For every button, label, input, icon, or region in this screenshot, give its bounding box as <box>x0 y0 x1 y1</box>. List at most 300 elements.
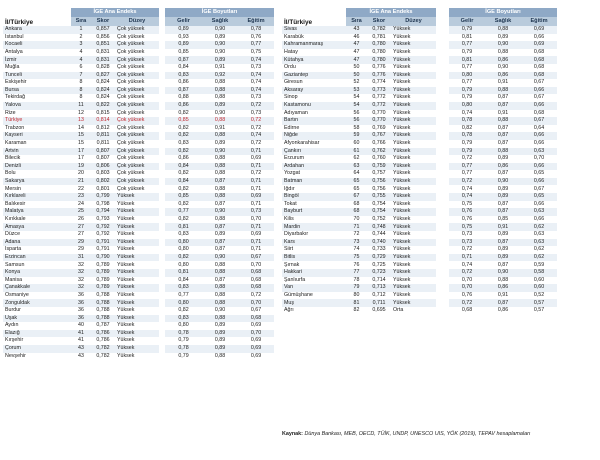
health-cell: 0,91 <box>202 125 238 133</box>
health-cell: 0,87 <box>202 201 238 209</box>
education-cell: 0,66 <box>521 132 557 140</box>
table-row <box>282 132 557 140</box>
level-cell: Yüksek <box>391 239 436 247</box>
level-cell: Yüksek <box>391 56 436 64</box>
health-cell: 0,89 <box>202 56 238 64</box>
level-cell: Çok yüksek <box>115 56 159 64</box>
spacer-cell <box>436 94 449 102</box>
table-row <box>3 315 274 323</box>
level-cell: Yüksek <box>391 102 436 110</box>
income-cell: 0,82 <box>165 201 202 209</box>
health-cell: 0,88 <box>485 26 521 34</box>
score-cell: 0,791 <box>91 239 115 247</box>
level-cell: Çok yüksek <box>115 140 159 148</box>
education-cell: 0,60 <box>521 284 557 292</box>
score-cell: 0,789 <box>91 269 115 277</box>
income-cell: 0,71 <box>449 254 485 262</box>
rank-cell: 8 <box>71 94 91 102</box>
score-cell: 0,788 <box>91 315 115 323</box>
level-cell: Yüksek <box>391 201 436 209</box>
rank-cell: 58 <box>346 125 367 133</box>
province-cell: Giresun <box>282 79 346 87</box>
education-cell: 0,63 <box>521 148 557 156</box>
health-cell: 0,89 <box>202 337 238 345</box>
spacer-cell <box>436 41 449 49</box>
rank-cell: 53 <box>346 87 367 95</box>
health-cell: 0,88 <box>202 170 238 178</box>
health-cell: 0,88 <box>485 277 521 285</box>
level-cell: Çok yüksek <box>115 49 159 57</box>
province-cell: Muş <box>282 299 346 307</box>
health-cell: 0,88 <box>485 49 521 57</box>
rank-cell: 27 <box>71 223 91 231</box>
level-cell: Çok yüksek <box>115 117 159 125</box>
rank-cell: 36 <box>71 315 91 323</box>
health-cell: 0,88 <box>202 132 238 140</box>
province-cell: Ardahan <box>282 163 346 171</box>
health-cell: 0,87 <box>485 102 521 110</box>
table-row <box>282 140 557 148</box>
spacer-cell <box>436 246 449 254</box>
rank-cell: 50 <box>346 72 367 80</box>
province-cell: Eskişehir <box>3 79 71 87</box>
province-cell: Kocaeli <box>3 41 71 49</box>
province-cell: Siirt <box>282 246 346 254</box>
education-cell: 0,69 <box>238 155 274 163</box>
score-cell: 0,766 <box>367 140 391 148</box>
province-cell: Amasya <box>3 223 71 231</box>
source-note <box>282 431 530 437</box>
income-cell: 0,83 <box>165 140 202 148</box>
spacer-cell <box>436 102 449 110</box>
level-cell: Yüksek <box>115 261 159 269</box>
level-cell: Yüksek <box>391 277 436 285</box>
score-cell: 0,793 <box>91 216 115 224</box>
education-cell: 0,69 <box>521 41 557 49</box>
table-row <box>3 56 274 64</box>
income-cell: 0,79 <box>449 148 485 156</box>
table-row <box>282 41 557 49</box>
income-cell: 0,82 <box>165 148 202 156</box>
education-cell: 0,64 <box>521 125 557 133</box>
left-table-body <box>3 26 274 360</box>
health-cell: 0,87 <box>202 178 238 186</box>
education-cell: 0,67 <box>521 94 557 102</box>
income-cell: 0,79 <box>165 353 202 361</box>
score-cell: 0,772 <box>367 102 391 110</box>
health-cell: 0,88 <box>202 163 238 171</box>
education-cell: 0,74 <box>238 132 274 140</box>
level-cell: Yüksek <box>391 87 436 95</box>
health-header: Sağlık <box>485 17 521 26</box>
score-cell: 0,811 <box>91 132 115 140</box>
education-cell: 0,57 <box>521 299 557 307</box>
rank-cell: 32 <box>71 284 91 292</box>
income-cell: 0,80 <box>165 239 202 247</box>
province-cell: Afyonkarahisar <box>282 140 346 148</box>
health-cell: 0,87 <box>485 125 521 133</box>
rank-cell: 32 <box>71 269 91 277</box>
rank-cell: 61 <box>346 148 367 156</box>
health-header: Sağlık <box>202 17 238 26</box>
health-cell: 0,89 <box>202 330 238 338</box>
province-cell: Nevşehir <box>3 353 71 361</box>
table-row <box>3 87 274 95</box>
level-cell: Çok yüksek <box>115 125 159 133</box>
province-cell: Muğla <box>3 64 71 72</box>
income-cell: 0,79 <box>449 140 485 148</box>
level-cell: Yüksek <box>391 94 436 102</box>
level-cell: Yüksek <box>391 185 436 193</box>
rank-cell: 76 <box>346 261 367 269</box>
health-cell: 0,90 <box>202 254 238 262</box>
score-cell: 0,807 <box>91 155 115 163</box>
rank-cell: 70 <box>346 216 367 224</box>
health-cell: 0,87 <box>485 201 521 209</box>
level-cell: Çok yüksek <box>115 178 159 186</box>
table-row <box>282 216 557 224</box>
income-cell: 0,81 <box>165 223 202 231</box>
rank-cell: 60 <box>346 140 367 148</box>
score-cell: 0,752 <box>367 216 391 224</box>
income-cell: 0,84 <box>165 163 202 171</box>
income-cell: 0,76 <box>449 292 485 300</box>
health-cell: 0,88 <box>202 315 238 323</box>
health-cell: 0,87 <box>485 261 521 269</box>
education-cell: 0,65 <box>521 193 557 201</box>
table-row <box>3 277 274 285</box>
table-row <box>3 72 274 80</box>
score-cell: 0,806 <box>91 163 115 171</box>
rank-cell: 43 <box>71 345 91 353</box>
income-cell: 0,72 <box>449 178 485 186</box>
score-cell: 0,776 <box>367 72 391 80</box>
rank-cell: 67 <box>346 193 367 201</box>
health-cell: 0,88 <box>202 185 238 193</box>
level-cell: Yüksek <box>391 72 436 80</box>
rank-cell: 82 <box>346 307 367 315</box>
education-cell: 0,68 <box>238 284 274 292</box>
table-row <box>282 246 557 254</box>
province-cell: Mersin <box>3 185 71 193</box>
right-table <box>282 8 557 315</box>
province-cell: Gümüşhane <box>282 292 346 300</box>
score-cell: 0,780 <box>367 49 391 57</box>
health-cell: 0,85 <box>485 216 521 224</box>
score-cell: 0,772 <box>367 94 391 102</box>
income-cell: 0,74 <box>449 185 485 193</box>
province-cell: Çorum <box>3 345 71 353</box>
score-cell: 0,851 <box>91 41 115 49</box>
level-cell: Yüksek <box>391 193 436 201</box>
left-table <box>3 8 274 360</box>
level-cell: Yüksek <box>115 208 159 216</box>
income-cell: 0,83 <box>165 231 202 239</box>
score-cell: 0,770 <box>367 117 391 125</box>
education-cell: 0,69 <box>238 322 274 330</box>
education-cell: 0,77 <box>238 41 274 49</box>
province-cell: Kırıkkale <box>3 216 71 224</box>
table-row <box>282 79 557 87</box>
spacer-cell <box>436 277 449 285</box>
health-cell: 0,88 <box>202 155 238 163</box>
rank-cell: 72 <box>346 231 367 239</box>
education-cell: 0,69 <box>238 231 274 239</box>
income-cell: 0,81 <box>449 34 485 42</box>
province-cell: Artvin <box>3 148 71 156</box>
education-cell: 0,62 <box>521 254 557 262</box>
rank-cell: 7 <box>71 72 91 80</box>
education-cell: 0,70 <box>238 261 274 269</box>
health-cell: 0,87 <box>202 246 238 254</box>
income-cell: 0,70 <box>449 277 485 285</box>
table-row <box>3 353 274 361</box>
health-cell: 0,88 <box>202 87 238 95</box>
rank-cell: 41 <box>71 337 91 345</box>
score-cell: 0,824 <box>91 94 115 102</box>
health-cell: 0,88 <box>202 79 238 87</box>
rank-cell: 22 <box>71 185 91 193</box>
table-row <box>282 49 557 57</box>
income-cell: 0,84 <box>165 277 202 285</box>
income-cell: 0,70 <box>449 284 485 292</box>
health-cell: 0,89 <box>485 231 521 239</box>
table-row <box>282 284 557 292</box>
education-cell: 0,68 <box>521 110 557 118</box>
score-cell: 0,794 <box>91 208 115 216</box>
province-header: İl/Türkiye <box>284 18 313 26</box>
spacer-cell <box>436 79 449 87</box>
level-cell: Çok yüksek <box>115 185 159 193</box>
table-row <box>282 170 557 178</box>
province-cell: Samsun <box>3 261 71 269</box>
rank-cell: 15 <box>71 140 91 148</box>
province-cell: Balıkesir <box>3 201 71 209</box>
education-cell: 0,70 <box>238 216 274 224</box>
group-header-dims: İGE Boyutları <box>449 8 557 17</box>
table-row <box>282 26 557 34</box>
education-cell: 0,69 <box>521 26 557 34</box>
spacer-cell <box>436 299 449 307</box>
table-row <box>3 26 274 34</box>
province-cell: Hakkari <box>282 269 346 277</box>
table-row <box>282 110 557 118</box>
income-cell: 0,86 <box>165 155 202 163</box>
rank-cell: 8 <box>71 87 91 95</box>
health-cell: 0,89 <box>485 185 521 193</box>
level-cell: Yüksek <box>391 49 436 57</box>
rank-cell: 3 <box>71 41 91 49</box>
province-cell: Çankırı <box>282 148 346 156</box>
health-cell: 0,90 <box>202 26 238 34</box>
rank-cell: 65 <box>346 185 367 193</box>
health-cell: 0,89 <box>202 231 238 239</box>
score-cell: 0,744 <box>367 231 391 239</box>
rank-cell: 65 <box>346 178 367 186</box>
score-cell: 0,748 <box>367 223 391 231</box>
table-row <box>282 269 557 277</box>
score-cell: 0,812 <box>91 125 115 133</box>
level-cell: Yüksek <box>391 231 436 239</box>
province-cell: Tekirdağ <box>3 94 71 102</box>
table-row <box>3 34 274 42</box>
level-cell: Yüksek <box>391 299 436 307</box>
income-cell: 0,77 <box>449 79 485 87</box>
table-row <box>282 117 557 125</box>
level-cell: Yüksek <box>115 353 159 361</box>
health-cell: 0,89 <box>485 254 521 262</box>
education-cell: 0,72 <box>238 140 274 148</box>
score-cell: 0,755 <box>367 193 391 201</box>
level-cell: Yüksek <box>115 231 159 239</box>
income-cell: 0,76 <box>449 216 485 224</box>
health-cell: 0,87 <box>202 223 238 231</box>
level-cell: Yüksek <box>391 178 436 186</box>
level-cell: Yüksek <box>391 148 436 156</box>
table-row <box>282 87 557 95</box>
spacer-cell <box>436 193 449 201</box>
health-cell: 0,87 <box>485 208 521 216</box>
province-cell: Bitlis <box>282 254 346 262</box>
score-cell: 0,754 <box>367 201 391 209</box>
spacer-cell <box>436 216 449 224</box>
province-cell: Ağrı <box>282 307 346 315</box>
table-row <box>3 94 274 102</box>
level-cell: Yüksek <box>115 330 159 338</box>
province-cell: Antalya <box>3 49 71 57</box>
level-cell: Yüksek <box>391 64 436 72</box>
table-row <box>3 140 274 148</box>
health-cell: 0,88 <box>202 261 238 269</box>
education-cell: 0,71 <box>238 223 274 231</box>
table-row <box>3 170 274 178</box>
source-label: Kaynak: <box>282 431 303 437</box>
province-cell: Sakarya <box>3 178 71 186</box>
spacer-cell <box>436 140 449 148</box>
health-cell: 0,92 <box>202 72 238 80</box>
table-row <box>3 254 274 262</box>
income-cell: 0,80 <box>449 72 485 80</box>
province-cell: Bayburt <box>282 208 346 216</box>
spacer-cell <box>436 292 449 300</box>
score-cell: 0,729 <box>367 254 391 262</box>
income-cell: 0,83 <box>165 315 202 323</box>
score-cell: 0,776 <box>367 64 391 72</box>
income-cell: 0,72 <box>449 155 485 163</box>
province-cell: Manisa <box>3 277 71 285</box>
health-cell: 0,89 <box>202 34 238 42</box>
spacer-cell <box>436 170 449 178</box>
table-row <box>282 155 557 163</box>
education-cell: 0,66 <box>521 216 557 224</box>
level-cell: Yüksek <box>115 299 159 307</box>
health-cell: 0,89 <box>202 322 238 330</box>
table-row <box>3 102 274 110</box>
education-cell: 0,62 <box>521 223 557 231</box>
income-cell: 0,79 <box>449 49 485 57</box>
rank-cell: 36 <box>71 292 91 300</box>
score-cell: 0,790 <box>91 254 115 262</box>
level-cell: Çok yüksek <box>115 34 159 42</box>
province-cell: Erzincan <box>3 254 71 262</box>
education-cell: 0,66 <box>521 34 557 42</box>
spacer-cell <box>436 261 449 269</box>
income-cell: 0,72 <box>449 246 485 254</box>
level-cell: Yüksek <box>391 216 436 224</box>
income-cell: 0,89 <box>165 26 202 34</box>
level-cell: Çok yüksek <box>115 110 159 118</box>
rank-cell: 68 <box>346 201 367 209</box>
score-cell: 0,791 <box>91 246 115 254</box>
rank-cell: 6 <box>71 64 91 72</box>
rank-cell: 36 <box>71 299 91 307</box>
spacer-cell <box>436 239 449 247</box>
rank-cell: 47 <box>346 56 367 64</box>
rank-cell: 74 <box>346 246 367 254</box>
spacer-cell <box>436 284 449 292</box>
income-cell: 0,72 <box>449 299 485 307</box>
education-header: Eğitim <box>521 17 557 26</box>
province-cell: Malatya <box>3 208 71 216</box>
education-cell: 0,71 <box>238 185 274 193</box>
province-cell: Sinop <box>282 94 346 102</box>
income-cell: 0,80 <box>165 322 202 330</box>
level-cell: Yüksek <box>115 315 159 323</box>
education-cell: 0,68 <box>521 56 557 64</box>
education-cell: 0,70 <box>521 155 557 163</box>
table-row <box>282 239 557 247</box>
health-cell: 0,87 <box>485 170 521 178</box>
score-cell: 0,780 <box>367 41 391 49</box>
education-cell: 0,66 <box>521 201 557 209</box>
income-cell: 0,79 <box>449 94 485 102</box>
rank-cell: 32 <box>71 261 91 269</box>
rank-cell: 43 <box>71 353 91 361</box>
health-cell: 0,91 <box>485 110 521 118</box>
table-row <box>282 201 557 209</box>
score-cell: 0,781 <box>367 34 391 42</box>
income-cell: 0,89 <box>165 41 202 49</box>
education-cell: 0,76 <box>238 34 274 42</box>
province-cell: Adıyaman <box>282 110 346 118</box>
province-cell: Şanlıurfa <box>282 277 346 285</box>
level-cell: Yüksek <box>115 254 159 262</box>
level-cell: Yüksek <box>115 337 159 345</box>
province-cell: Sivas <box>282 26 346 34</box>
health-cell: 0,91 <box>485 79 521 87</box>
score-cell: 0,831 <box>91 56 115 64</box>
education-cell: 0,69 <box>238 193 274 201</box>
rank-cell: 4 <box>71 49 91 57</box>
income-cell: 0,78 <box>165 330 202 338</box>
table-row <box>3 132 274 140</box>
spacer-cell <box>436 178 449 186</box>
province-header: İl/Türkiye <box>5 18 34 26</box>
education-cell: 0,72 <box>238 292 274 300</box>
spacer-cell <box>436 87 449 95</box>
table-row <box>3 307 274 315</box>
education-cell: 0,63 <box>521 208 557 216</box>
table-row <box>282 208 557 216</box>
health-cell: 0,90 <box>202 49 238 57</box>
income-cell: 0,80 <box>165 261 202 269</box>
table-row <box>282 64 557 72</box>
education-cell: 0,73 <box>238 94 274 102</box>
education-cell: 0,67 <box>238 307 274 315</box>
health-cell: 0,91 <box>202 64 238 72</box>
income-cell: 0,87 <box>165 87 202 95</box>
rank-cell: 11 <box>71 102 91 110</box>
